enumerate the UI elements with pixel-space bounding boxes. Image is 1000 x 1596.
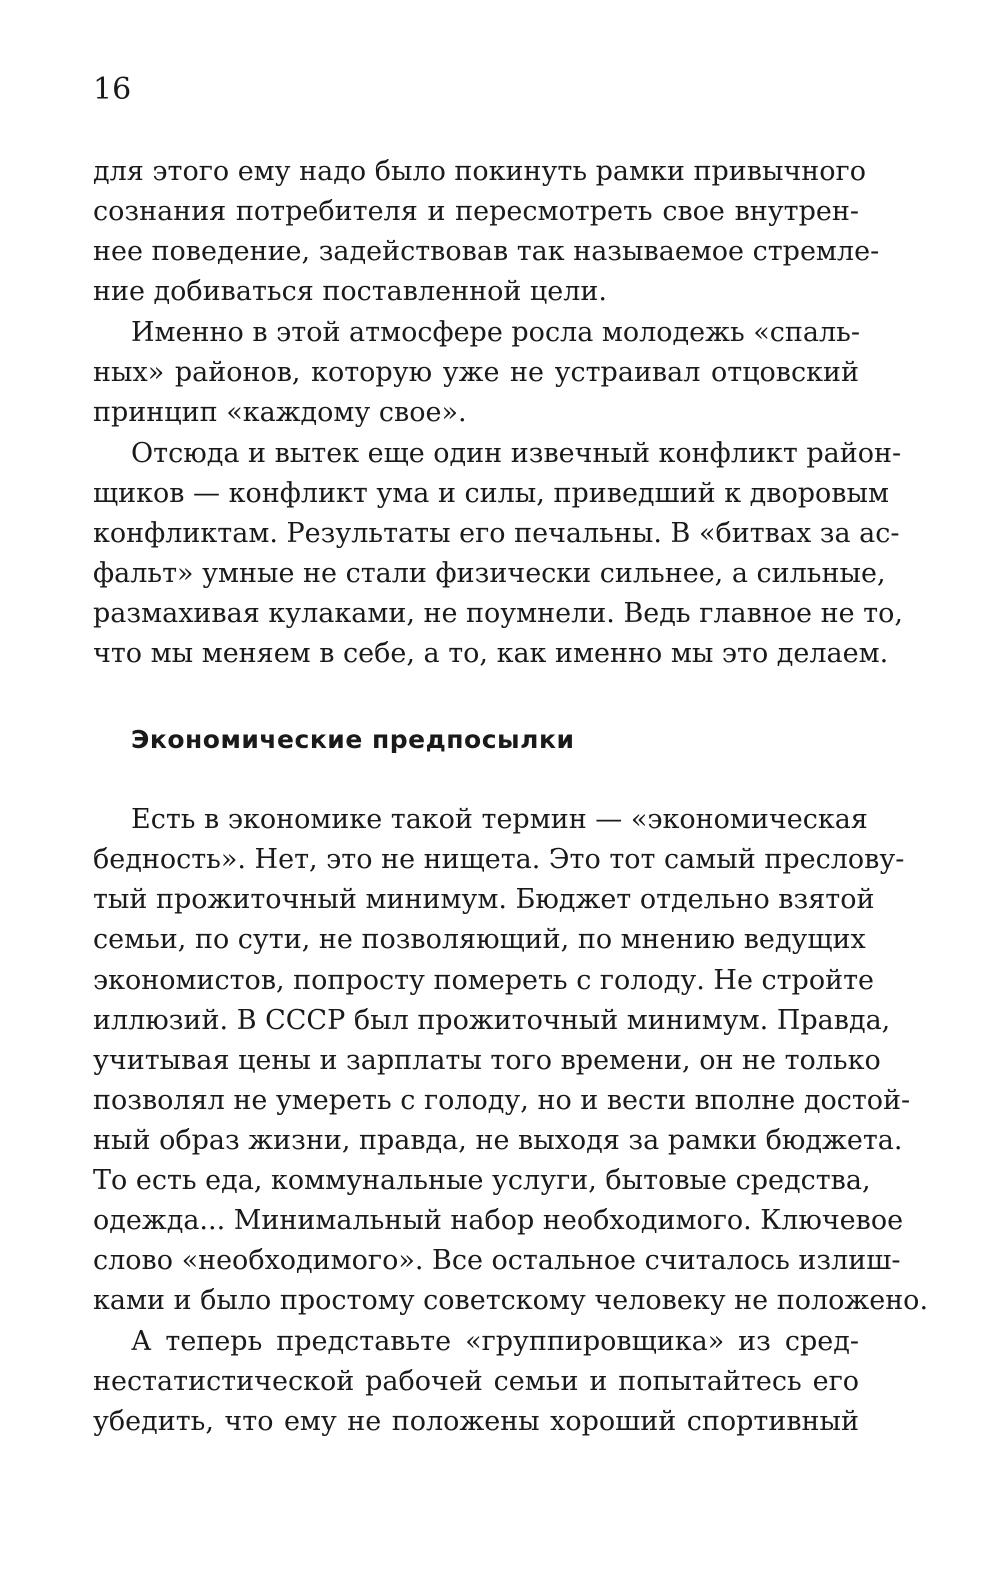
text-line: То есть еда, коммунальные услуги, бытовые средства,: [93, 1165, 871, 1196]
text-line: убедить, что ему не положены хороший спортивный: [93, 1406, 859, 1437]
text-line: щиков — конфликт ума и силы, приведший к дворовым: [93, 478, 889, 509]
text-line: Отсюда и вытек еще один извечный конфликт район-: [131, 438, 902, 469]
text-line: ками и было простому советскому человеку не положено.: [93, 1285, 929, 1316]
text-line: конфликтам. Результаты его печальны. В «битвах за ас-: [93, 518, 900, 549]
text-line: ние добиваться поставленной цели.: [93, 276, 607, 307]
page-number: 16: [93, 72, 132, 107]
text-line: сознания потребителя и пересмотреть свое внутрен-: [93, 196, 859, 227]
text-line: ных» районов, которую уже не устраивал отцовский: [93, 357, 859, 388]
text-line: одежда... Минимальный набор необходимого. Ключевое: [93, 1205, 904, 1236]
text-line: нестатистической рабочей семьи и попытайтесь его: [93, 1366, 859, 1397]
text-line: слово «необходимого». Все остальное считалось излиш-: [93, 1245, 901, 1276]
text-line: фальт» умные не стали физически сильнее, а сильные,: [93, 558, 886, 589]
text-line: экономистов, попросту помереть с голоду. Не стройте: [93, 965, 875, 996]
text-line: тый прожиточный минимум. Бюджет отдельно взятой: [93, 884, 875, 915]
section-heading: Экономические предпосылки: [131, 725, 575, 754]
text-line: А теперь представьте «группировщика» из сред-: [131, 1326, 859, 1357]
text-line: размахивая кулаками, не поумнели. Ведь главное не то,: [93, 598, 903, 629]
text-line: Есть в экономике такой термин — «экономическая: [131, 804, 868, 835]
text-line: Именно в этой атмосфере росла молодежь «спаль-: [131, 317, 860, 348]
text-line: что мы меняем в себе, а то, как именно мы это делаем.: [93, 638, 889, 669]
text-line: семьи, по сути, не позволяющий, по мнению ведущих: [93, 924, 866, 955]
text-line: нее поведение, задействовав так называемое стремле-: [93, 236, 880, 267]
text-line: ный образ жизни, правда, не выходя за рамки бюджета.: [93, 1125, 903, 1156]
text-line: учитывая цены и зарплаты того времени, он не только: [93, 1045, 881, 1076]
text-line: для этого ему надо было покинуть рамки привычного: [93, 156, 866, 187]
text-line: позволял не умереть с голоду, но и вести вполне достой-: [93, 1085, 911, 1116]
text-line: иллюзий. В СССР был прожиточный минимум. Правда,: [93, 1005, 891, 1036]
text-line: принцип «каждому свое».: [93, 397, 467, 428]
text-line: бедность». Нет, это не нищета. Это тот самый преслову-: [93, 844, 905, 875]
